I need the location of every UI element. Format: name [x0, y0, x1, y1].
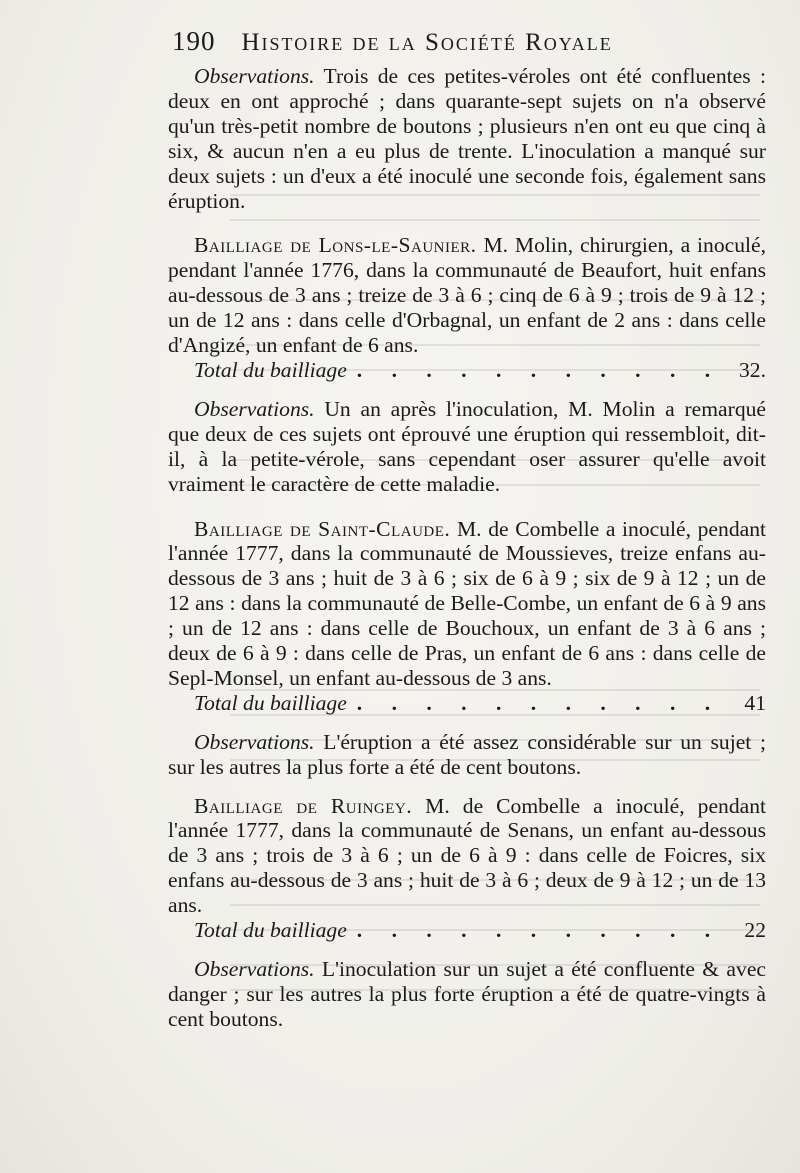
total-row-3 — [168, 918, 766, 943]
paragraph-text: M. de Combelle a inoculé, pendant l'année 1777, dans la communauté de Moussieves, treize enfans au-dessous de 3 ans ; huit de 3 à 6 ; six de 6 à 9 ; six de 9 à 12 ; un de 12 ans : dans la communauté de Belle-Combe, un enfant de 6 à 9 ans ; un de 12 ans : dans celle de Bouchoux, un enfant de 3 à 6 ans ; deux de 6 à 9 : dans celle de Pras, un enfant de 6 ans : dans celle de Sepl-Monsel, un enfant au-dessous de 3 ans. — [168, 516, 766, 690]
total-row-1 — [168, 358, 766, 383]
page-number: 190 — [172, 26, 216, 56]
observations-paragraph-1 — [168, 64, 766, 213]
paragraph-lead: Bailliage de Saint-Claude. — [194, 516, 451, 541]
paragraph-text: Trois de ces petites-véroles ont été confluentes : deux en ont approché ; dans quarante-sept sujets on n'a observé qu'un très-petit nombre de boutons ; plusieurs n'en ont eu que cinq à six, & aucun n'en a eu plus de trente. L'inoculation a manqué sur deux sujets : un d'eux a été inoculé une seconde fois, également sans éruption. — [168, 64, 766, 213]
running-header — [172, 26, 772, 66]
observations-paragraph-3 — [168, 730, 766, 780]
paragraph-lead: Observations. — [194, 957, 315, 981]
running-title: Histoire de la Société Royale — [241, 29, 613, 56]
paragraph-lead: Bailliage de Ruingey. — [194, 793, 413, 818]
paragraph-text: L'inoculation sur un sujet a été confluente & avec danger ; sur les autres la plus forte éruption a été de quatre-vingts à cent boutons. — [168, 957, 766, 1031]
total-row-2 — [168, 691, 766, 716]
bailliage-ruingey — [168, 794, 766, 919]
observations-paragraph-4 — [168, 957, 766, 1032]
observations-paragraph-2 — [168, 397, 766, 497]
dot-leader — [357, 918, 726, 943]
paragraph-text: Un an après l'inoculation, M. Molin a remarqué que deux de ces sujets ont éprouvé une éruption qui ressembloit, dit-il, à la petite-vérole, sans cependant oser assurer qu'elle avoit vraiment le caractère de cette maladie. — [168, 396, 766, 496]
paragraph-lead: Observations. — [194, 396, 315, 421]
total-label: Total du bailliage — [194, 690, 347, 715]
paragraph-lead: Observations. — [194, 729, 315, 754]
paragraph-text: L'éruption a été assez considérable sur un sujet ; sur les autres la plus forte a été de cent boutons. — [168, 729, 766, 779]
total-value: 32. — [739, 357, 766, 382]
paragraph-lead: Observations. — [194, 64, 315, 88]
paragraph-text: M. Molin, chirurgien, a inoculé, pendant l'année 1776, dans la communauté de Beaufort, huit enfans au-dessous de 3 ans ; treize de 3 à 6 ; cinq de 6 à 9 ; trois de 9 à 12 ; un de 12 ans : dans celle d'Orbagnal, un enfant de 2 ans : dans celle d'Angizé, un enfant de 6 ans. — [168, 233, 766, 358]
paragraph-lead: Bailliage de Lons-le-Saunier. — [194, 233, 477, 258]
body-text — [168, 64, 766, 1032]
bailliage-lons-le-saunier — [168, 233, 766, 358]
total-label: Total du bailliage — [194, 357, 347, 382]
total-value: 41 — [744, 690, 766, 715]
dot-leader — [357, 691, 726, 716]
total-label: Total du bailliage — [194, 918, 347, 943]
bailliage-saint-claude — [168, 517, 766, 691]
paragraph-text: M. de Combelle a inoculé, pendant l'année 1777, dans la communauté de Senans, un enfant au-dessous de 3 ans ; trois de 3 à 6 ; un de 6 à 9 : dans celle de Foicres, six enfans au-dessous de 3 ans ; huit de 3 à 6 ; deux de 9 à 12 ; un de 13 ans. — [168, 793, 766, 918]
total-value: 22 — [744, 918, 766, 943]
dot-leader — [357, 358, 726, 383]
